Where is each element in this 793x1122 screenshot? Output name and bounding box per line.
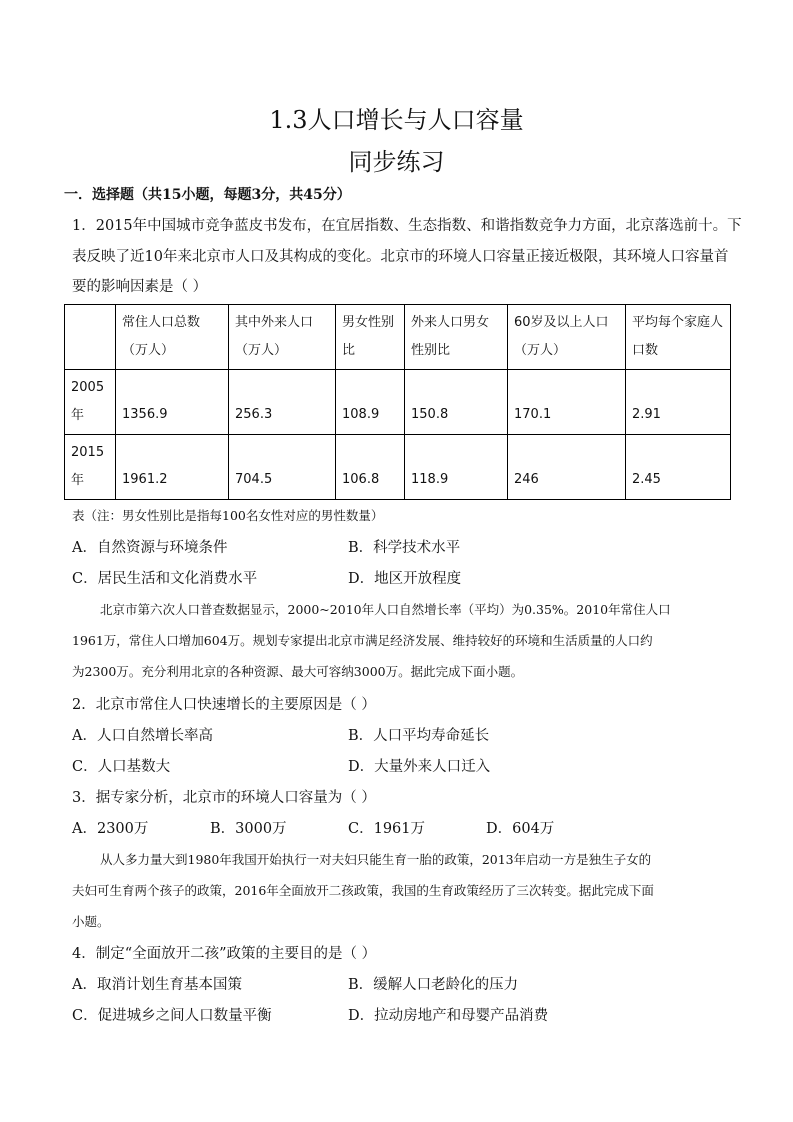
q1-option-d[interactable]: D．地区开放程度 [348,571,462,587]
page-subtitle: 同步练习 [348,148,445,176]
table-row [65,435,731,500]
q4-option-c[interactable]: C．促进城乡之间人口数量平衡 [72,1008,272,1024]
table-header-cell [65,305,116,370]
q1-option-b[interactable]: B．科学技术水平 [348,540,461,556]
q1-stem-line-2: 表反映了近10年来北京市人口及其构成的变化。北京市的环境人口容量正接近极限，其环境人口容量首 [72,249,729,265]
table-note: 表（注：男女性别比是指每100名女性对应的男性数量） [72,508,384,523]
q2-option-c[interactable]: C．人口基数大 [72,759,171,775]
table-header-cell: 其中外来人口（万人） [229,305,336,370]
table-cell: 1961.2 [116,435,229,500]
table-cell-year: 2005年 [65,370,116,435]
q2-option-a[interactable]: A．人口自然增长率高 [72,728,213,744]
table-header-cell: 男女性别比 [336,305,405,370]
table-cell: 170.1 [508,370,626,435]
table-cell: 2.45 [626,435,731,500]
table-cell: 150.8 [405,370,508,435]
table-cell-year: 2015年 [65,435,116,500]
table-header-cell: 常住人口总数（万人） [116,305,229,370]
table-cell: 246 [508,435,626,500]
section-heading: 一．选择题（共15小题，每题3分，共45分） [64,187,351,203]
population-table [64,304,731,500]
q2-option-b[interactable]: B．人口平均寿命延长 [348,728,490,744]
q1-stem-line-1: 1．2015年中国城市竞争蓝皮书发布，在宜居指数、生态指数、和谐指数竞争力方面，北京落选前十。下 [72,218,742,234]
q1-option-a[interactable]: A．自然资源与环境条件 [72,540,228,556]
table-cell: 108.9 [336,370,405,435]
q4-option-b[interactable]: B．缓解人口老龄化的压力 [348,977,519,993]
q2-stem: 2．北京市常住人口快速增长的主要原因是（ ） [72,697,376,713]
table-cell: 2.91 [626,370,731,435]
passage2-line-1: 从人多力量大到1980年我国开始执行一对夫妇只能生育一胎的政策，2013年启动一方是独生子女的 [100,852,652,867]
passage1-line-2: 1961万，常住人口增加604万。规划专家提出北京市满足经济发展、维持较好的环境和生活质量的人口约 [72,633,653,648]
page-title: 1.3人口增长与人口容量 [269,106,524,134]
q3-option-c[interactable]: C．1961万 [348,821,425,837]
passage2-line-2: 夫妇可生育两个孩子的政策，2016年全面放开二孩政策，我国的生育政策经历了三次转变。据此完成下面 [72,883,654,898]
passage1-line-1: 北京市第六次人口普查数据显示，2000~2010年人口自然增长率（平均）为0.35%。2010年常住人口 [100,602,671,617]
table-cell: 118.9 [405,435,508,500]
passage2-line-3: 小题。 [72,914,110,929]
table-cell: 1356.9 [116,370,229,435]
table-header-cell: 60岁及以上人口（万人） [508,305,626,370]
table-header-row [65,305,731,370]
q3-stem: 3．据专家分析，北京市的环境人口容量为（ ） [72,790,376,806]
table-cell: 106.8 [336,435,405,500]
passage1-line-3: 为2300万。充分利用北京的各种资源、最大可容纳3000万。据此完成下面小题。 [72,664,524,679]
q4-option-a[interactable]: A．取消计划生育基本国策 [72,977,242,993]
q3-option-a[interactable]: A．2300万 [72,821,149,837]
q4-stem: 4．制定“全面放开二孩”政策的主要目的是（ ） [72,946,377,962]
q2-option-d[interactable]: D．大量外来人口迁入 [348,759,491,775]
table-header-cell: 平均每个家庭人口数 [626,305,731,370]
q4-option-d[interactable]: D．拉动房地产和母婴产品消费 [348,1008,549,1024]
table-cell: 256.3 [229,370,336,435]
q1-stem-line-3: 要的影响因素是（ ） [72,279,208,295]
q3-option-b[interactable]: B．3000万 [210,821,287,837]
q1-option-c[interactable]: C．居民生活和文化消费水平 [72,571,258,587]
q3-option-d[interactable]: D．604万 [486,821,555,837]
table-cell: 704.5 [229,435,336,500]
table-row [65,370,731,435]
table-header-cell: 外来人口男女性别比 [405,305,508,370]
